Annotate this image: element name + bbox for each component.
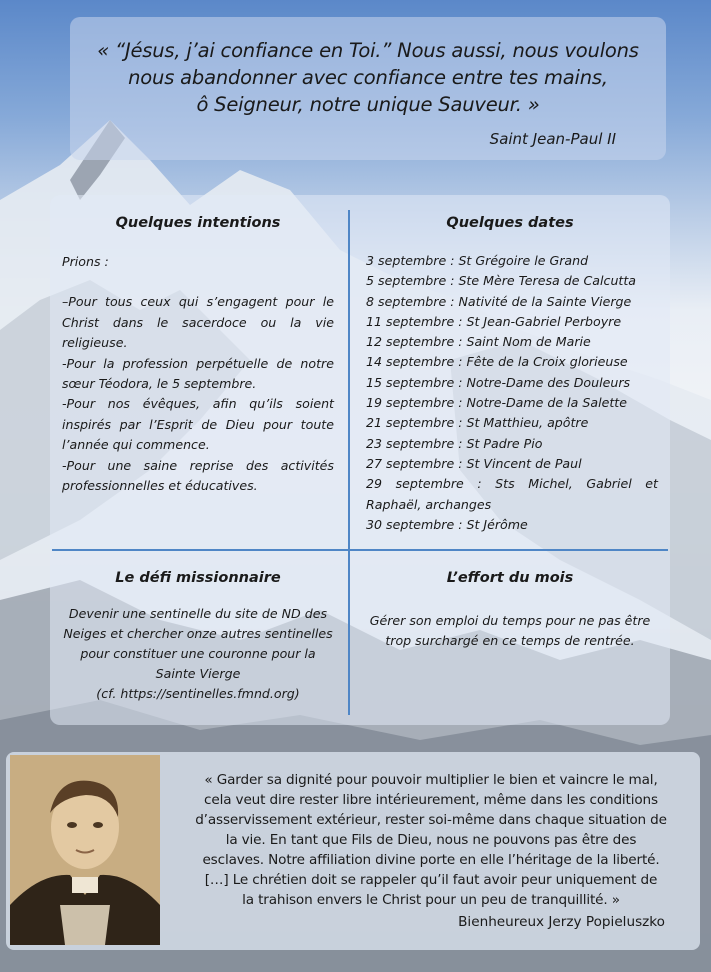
intentions-intro: Prions : xyxy=(62,254,109,269)
date-item: 30 septembre : St Jérôme xyxy=(366,516,528,532)
effort-line: Gérer son emploi du temps pour ne pas être xyxy=(369,613,651,628)
defi-line: Neiges et chercher onze autres sentinelles xyxy=(63,626,333,641)
date-item: 3 septembre : St Grégoire le Grand xyxy=(366,253,589,268)
top-quote-panel xyxy=(70,17,666,160)
date-item: 21 septembre : St Matthieu, apôtre xyxy=(366,415,589,431)
defi-link: (cf. https://sentinelles.fmnd.org) xyxy=(96,686,300,701)
bottom-quote-line: « Garder sa dignité pour pouvoir multiplier le bien et vaincre le mal, xyxy=(204,772,658,788)
bottom-quote-line: esclaves. Notre affiliation divine porte en elle l’héritage de la liberté. xyxy=(202,852,660,868)
date-item: 23 septembre : St Padre Pio xyxy=(366,435,543,451)
horizontal-divider xyxy=(52,549,668,551)
effort-heading: L’effort du mois xyxy=(446,570,574,586)
bottom-quote-line: la vie. En tant que Fils de Dieu, nous ne pouvons pas être des xyxy=(225,832,637,848)
bottom-quote-text xyxy=(180,770,682,910)
defi-text xyxy=(56,604,340,704)
intention-item: -Pour nos évêques, afin qu’ils soient inspirés par l’Esprit de Dieu pour toute l’année qui commence. xyxy=(62,396,334,453)
date-item: 8 septembre : Nativité de la Sainte Vierge xyxy=(366,293,632,309)
bottom-quote-line: cela veut dire rester libre intérieurement, même dans les conditions xyxy=(204,792,658,808)
bottom-quote-author: Bienheureux Jerzy Popieluszko xyxy=(458,914,665,930)
bottom-quote-line: la trahison envers le Christ pour un peu de tranquillité. » xyxy=(242,892,620,908)
defi-line: Devenir une sentinelle du site de ND des xyxy=(68,606,328,621)
portrait-photo xyxy=(10,755,160,945)
date-item: 27 septembre : St Vincent de Paul xyxy=(366,455,582,471)
date-item: 11 septembre : St Jean-Gabriel Perboyre xyxy=(366,313,622,329)
date-item: 12 septembre : Saint Nom de Marie xyxy=(366,334,591,350)
intentions-heading: Quelques intentions xyxy=(115,215,281,231)
top-quote-line: nous abandonner avec confiance entre tes mains, xyxy=(128,66,608,89)
date-item: 15 septembre : Notre-Dame des Douleurs xyxy=(366,374,631,390)
date-item: 14 septembre : Fête de la Croix glorieuse xyxy=(366,354,628,370)
top-quote-line: « “Jésus, j’ai confiance en Toi.” Nous aussi, nous voulons xyxy=(97,39,639,62)
defi-heading: Le défi missionnaire xyxy=(115,570,281,586)
intentions-list xyxy=(62,252,334,496)
vertical-divider xyxy=(348,210,350,715)
date-item: 19 septembre : Notre-Dame de la Salette xyxy=(366,395,627,411)
defi-line: Sainte Vierge xyxy=(155,666,241,681)
dates-list xyxy=(366,251,658,535)
top-quote-line: ô Seigneur, notre unique Sauveur. » xyxy=(196,93,540,116)
top-quote-text xyxy=(90,37,646,118)
bottom-quote-line: […] Le chrétien doit se rappeler qu’il faut avoir peur uniquement de xyxy=(204,872,658,888)
top-quote-author: Saint Jean-Paul II xyxy=(489,130,616,148)
defi-line: pour constituer une couronne pour la xyxy=(80,646,316,661)
intention-item: -Pour la profession perpétuelle de notre sœur Téodora, le 5 septembre. xyxy=(62,355,334,392)
bottom-quote-line: d’asservissement extérieur, rester soi-même dans chaque situation de xyxy=(195,812,667,828)
intention-item: -Pour une saine reprise des activités professionnelles et éducatives. xyxy=(62,457,334,494)
effort-text xyxy=(356,611,664,651)
date-item: 5 septembre : Ste Mère Teresa de Calcutta xyxy=(366,273,637,289)
date-item: 29 septembre : Sts Michel, Gabriel et Raphaël, archanges xyxy=(366,476,658,512)
portrait-illustration xyxy=(10,755,160,945)
dates-heading: Quelques dates xyxy=(446,215,574,231)
effort-line: trop surchargé en ce temps de rentrée. xyxy=(385,633,635,648)
intention-item: –Pour tous ceux qui s’engagent pour le Christ dans le sacerdoce ou la vie religieuse. xyxy=(62,294,334,351)
